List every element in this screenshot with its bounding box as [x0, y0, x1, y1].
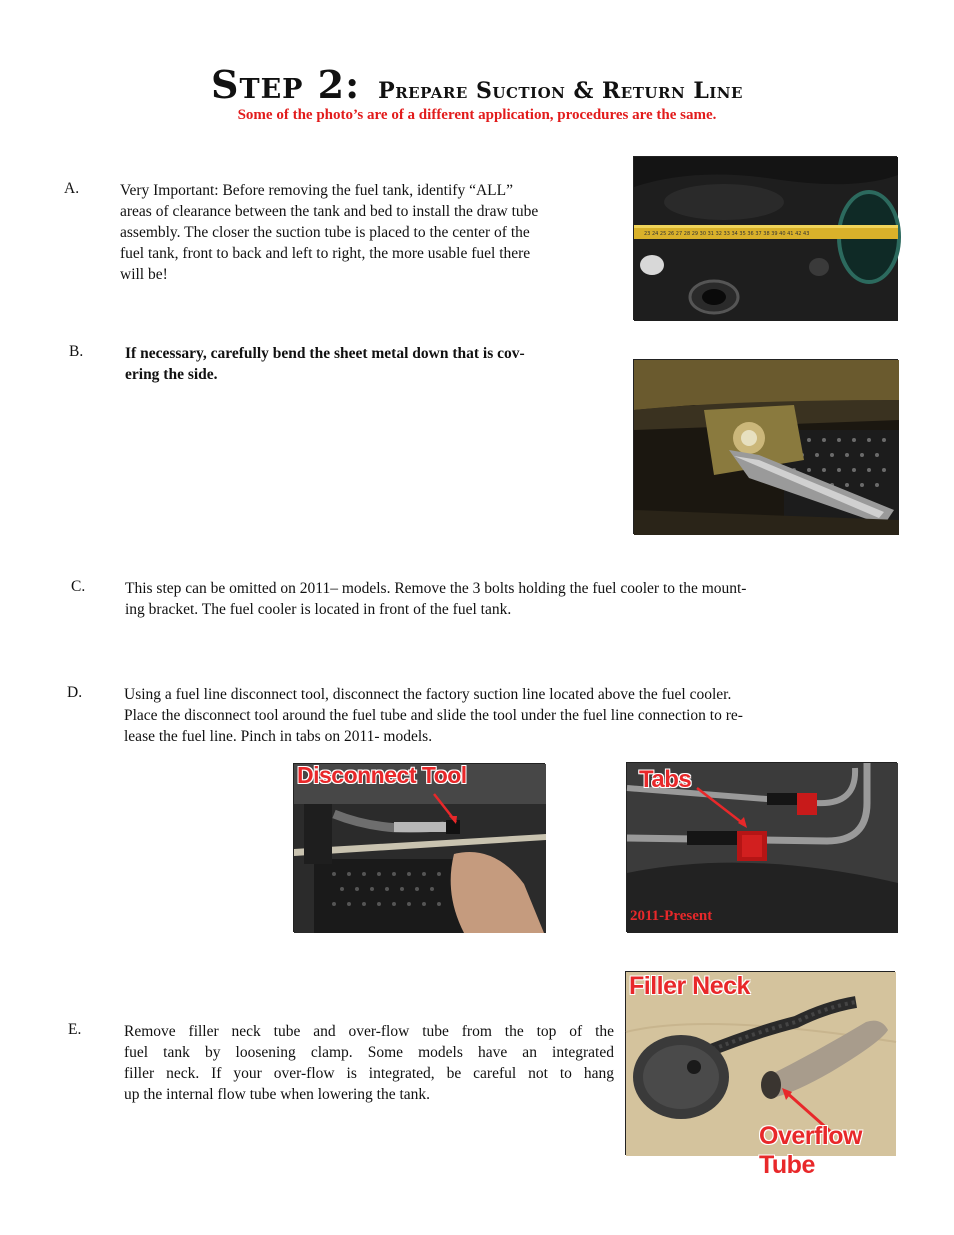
step-d-line: lease the fuel line. Pinch in tabs on 2011- models.: [124, 728, 433, 745]
step-d-letter: D.: [67, 684, 83, 701]
step-a-text: [120, 180, 630, 285]
title-step: Step 2:: [211, 62, 361, 107]
step-c-line: This step can be omitted on 2011– models. Remove the 3 bolts holding the fuel cooler to the mount-: [125, 580, 747, 597]
photo-filler-neck: [625, 971, 895, 1179]
step-d-text: [124, 684, 894, 747]
title-subtitle: Prepare Suction & Return Line: [378, 78, 743, 104]
tabs-label: Tabs: [639, 766, 692, 793]
disconnect-tool-label: Disconnect Tool: [297, 762, 467, 788]
step-a-line: assembly. The closer the suction tube is placed to the center of the: [120, 224, 530, 241]
photo-tabs-2011: [626, 762, 897, 932]
overflow-tube-label: Overflow Tube: [759, 1122, 862, 1179]
step-c-text: [125, 578, 895, 620]
step-d-line: Using a fuel line disconnect tool, disconnect the factory suction line located above the fuel cooler.: [124, 686, 732, 703]
step-b-line: If necessary, carefully bend the sheet metal down that is cov-: [125, 345, 525, 362]
svg-text:23 24 25 26 27 28 29 30 31 32: 23 24 25 26 27 28 29 30 31 32 33 34 35 36 37 38 39 40 41 42 43: [644, 231, 810, 237]
step-b-letter: B.: [69, 343, 84, 360]
step-a-line: areas of clearance between the tank and bed to install the draw tube: [120, 203, 539, 220]
step-d-line: Place the disconnect tool around the fuel tube and slide the tool under the fuel line connection to re-: [124, 707, 743, 724]
page-title: [0, 62, 954, 107]
step-b-text: [125, 343, 625, 385]
step-a-line: Very Important: Before removing the fuel tank, identify “ALL”: [120, 182, 513, 199]
step-c-letter: C.: [71, 578, 86, 595]
tabs-year-label: 2011-Present: [630, 908, 713, 924]
step-c-line: ing bracket. The fuel cooler is located in front of the fuel tank.: [125, 601, 512, 618]
photo-disconnect-tool: [293, 763, 545, 932]
step-e-line: filler neck. If your over-flow is integrated, be careful not to hang: [124, 1065, 614, 1082]
step-a-line: fuel tank, front to back and left to right, the more usable fuel there: [120, 245, 531, 262]
step-e-line: Remove filler neck tube and over-flow tube from the top of the: [124, 1023, 614, 1040]
filler-neck-label: Filler Neck: [629, 972, 750, 1000]
step-a-line: will be!: [120, 266, 168, 283]
step-e-letter: E.: [68, 1021, 82, 1038]
step-b-line: ering the side.: [125, 366, 218, 383]
photo-fuel-tank-measure: [633, 156, 897, 320]
step-e-line: fuel tank by loosening clamp. Some models have an integrated: [124, 1044, 614, 1061]
application-note: Some of the photo’s are of a different application, procedures are the same.: [237, 107, 717, 123]
photo-sheet-metal-wrench: [633, 359, 898, 534]
step-a-letter: A.: [64, 180, 80, 197]
step-e-line: up the internal flow tube when lowering the tank.: [124, 1086, 431, 1103]
step-e-text: [124, 1021, 614, 1105]
